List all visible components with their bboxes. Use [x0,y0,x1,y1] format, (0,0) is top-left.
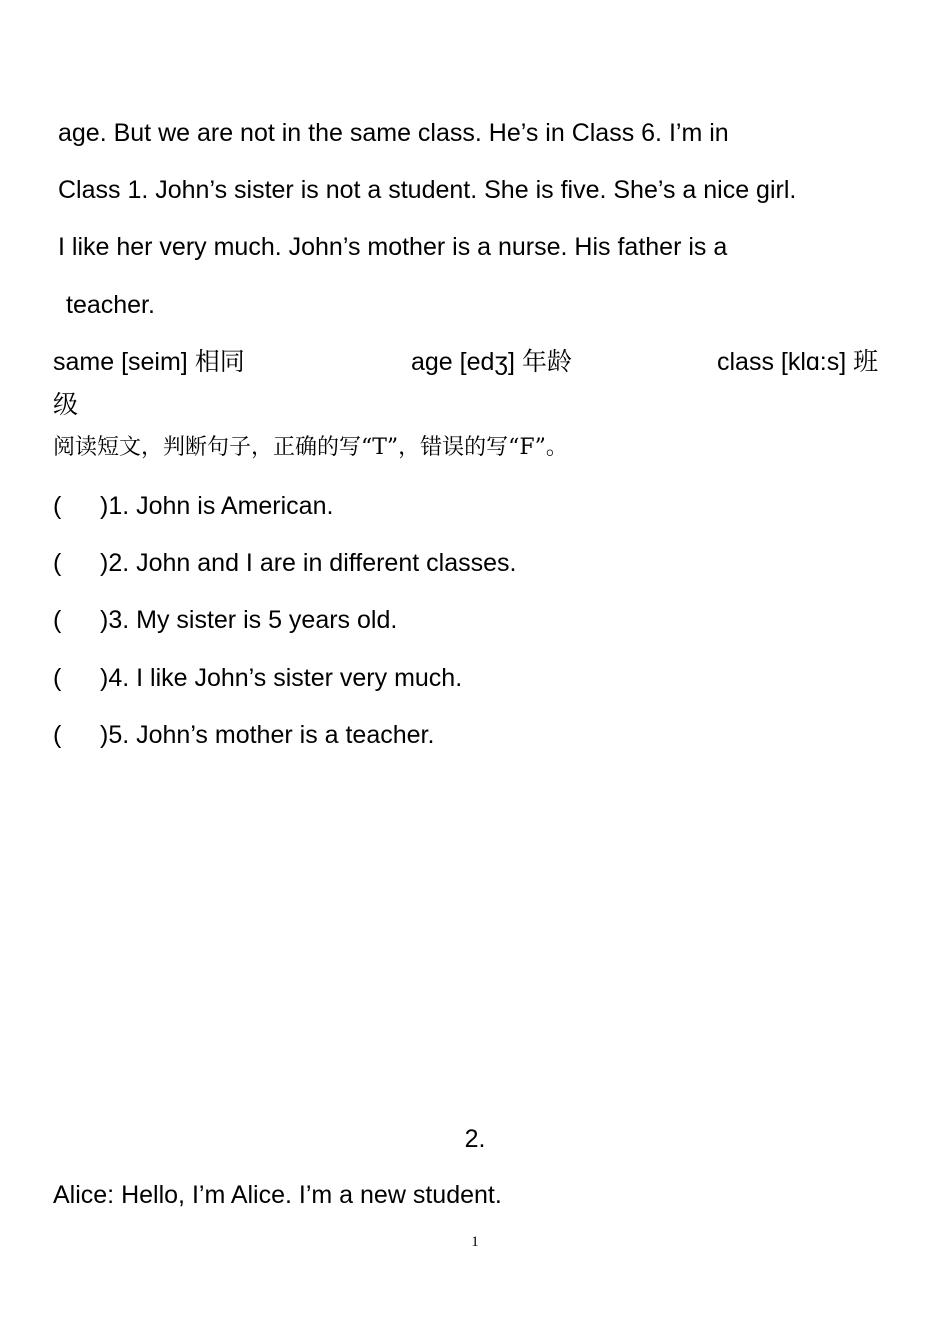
vocab-item-class [717,347,878,377]
vocab-word: same [seim] [53,348,188,376]
question-item [53,663,462,693]
question-item [53,548,516,578]
vocab-meaning-wrap: 级 [53,390,79,419]
question-item [53,720,434,750]
question-text: )3. My sister is 5 years old. [100,606,398,634]
vocab-meaning: 年龄 [521,347,572,376]
vocab-meaning: 班 [853,347,879,376]
section-number: 2. [464,1125,486,1153]
passage-line: teacher. [66,291,155,319]
vocab-item-age [411,347,572,377]
instruction: 阅读短文，判断句子，正确的写“T”，错误的写“F”。 [53,435,568,460]
answer-blank[interactable]: ( [53,606,62,634]
vocab-word: age [edʒ] [411,348,515,376]
passage-line: age. But we are not in the same class. He’s in Class 6. I’m in [58,119,729,147]
passage-line: Class 1. John’s sister is not a student. She is five. She’s a nice girl. [58,176,797,204]
page-number: 1 [471,1234,479,1250]
question-item [53,605,397,635]
answer-blank[interactable]: ( [53,492,62,520]
question-text: )1. John is American. [100,492,334,520]
answer-blank[interactable]: ( [53,549,62,577]
answer-blank[interactable]: ( [53,664,62,692]
question-text: )4. I like John’s sister very much. [100,664,463,692]
passage-line: I like her very much. John’s mother is a nurse. His father is a [58,233,728,261]
question-text: )2. John and I are in different classes. [100,549,517,577]
question-item [53,491,333,521]
question-text: )5. John’s mother is a teacher. [100,721,435,749]
answer-blank[interactable]: ( [53,721,62,749]
vocab-meaning: 相同 [194,347,245,376]
dialogue-line: Alice: Hello, I’m Alice. I’m a new student. [53,1181,502,1209]
vocab-word: class [klɑ:s] [717,348,847,376]
vocab-item-same [53,347,245,377]
